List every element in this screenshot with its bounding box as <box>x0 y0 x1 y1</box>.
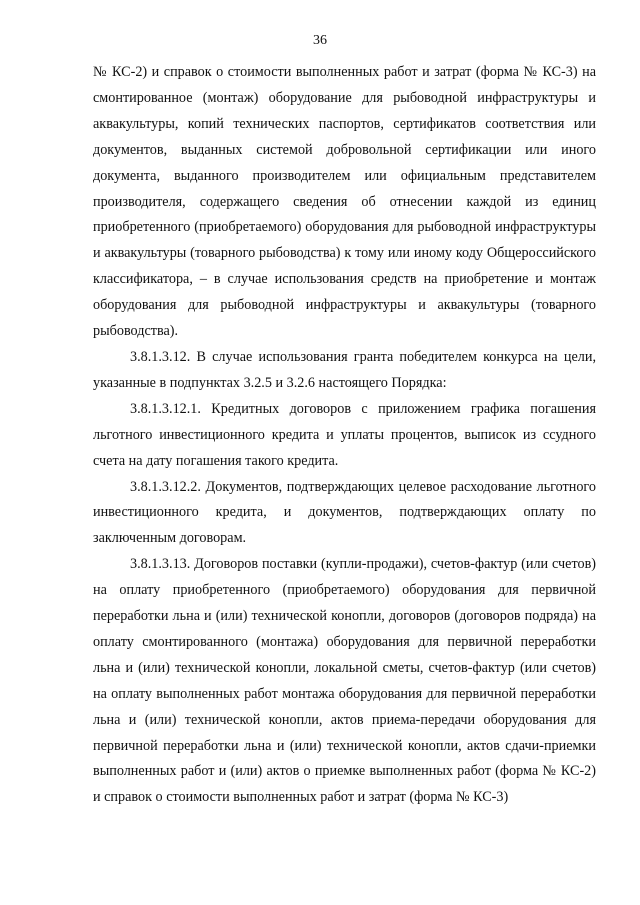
page-number: 36 <box>313 33 327 48</box>
document-body <box>93 60 596 811</box>
paragraph-3-8-1-3-12: 3.8.1.3.12. В случае использования гранта победителем конкурса на цели, указанные в подпунктах 3.2.5 и 3.2.6 настоящего Порядка: <box>93 348 596 391</box>
paragraph-3-8-1-3-13: 3.8.1.3.13. Договоров поставки (купли-продажи), счетов-фактур (или счетов) на оплату приобретенного (приобретаемого) оборудования для первичной переработки льна и (или) технической конопли, договоров (договоров подряда) на оплату смонтированного (монтажа) оборудования для первичной переработки льна и (или) технической конопли, локальной сметы, счетов-фактур (или счетов) на оплату выполненных работ монтажа оборудования для первичной переработки льна и (или) технической конопли, актов приема-передачи оборудования для первичной переработки льна и (или) технической конопли, актов сдачи-приемки выполненных работ и (или) актов о приемке выполненных работ (форма № КС-2) и справок о стоимости выполненных работ и затрат (форма № КС-3) <box>93 556 596 806</box>
paragraph-3-8-1-3-12-2: 3.8.1.3.12.2. Документов, подтверждающих целевое расходование льготного инвестиционного кредита, и документов, подтверждающих оплату по заключенным договорам. <box>93 478 596 547</box>
paragraph-3-8-1-3-12-1: 3.8.1.3.12.1. Кредитных договоров с приложением графика погашения льготного инвестиционного кредита и уплаты процентов, выписок из ссудного счета на дату погашения такого кредита. <box>93 400 596 469</box>
paragraph-continuation: № КС-2) и справок о стоимости выполненных работ и затрат (форма № КС-3) на смонтированное (монтаж) оборудование для рыбоводной инфраструктуры и аквакультуры, копий технических паспортов, сертификатов соответствия или документов, выданных системой добровольной сертификации или иного документа, выданного производителем или официальным представителем производителя, содержащего сведения об отнесении каждой из единиц приобретенного (приобретаемого) оборудования для рыбоводной инфраструктуры и аквакультуры (товарного рыбоводства) к тому или иному коду Общероссийского классификатора, – в случае использования средств на приобретение и монтаж оборудования для рыбоводной инфраструктуры и аквакультуры (товарного рыбоводства). <box>93 64 596 340</box>
